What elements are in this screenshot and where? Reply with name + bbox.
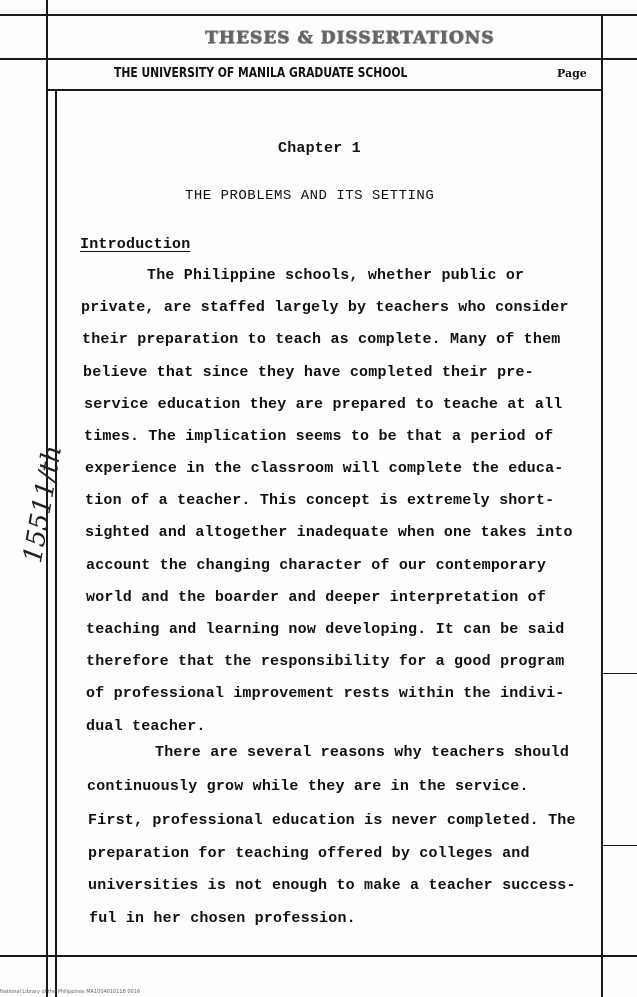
body-line: experience in the classroom will complete the educa- [85, 460, 564, 477]
bottom-rule [0, 955, 637, 957]
body-line: The Philippine schools, whether public or [147, 267, 525, 284]
left-inner-rule [55, 90, 57, 997]
body-line: account the changing character of our contemporary [86, 557, 547, 574]
body-line: universities is not enough to make a teacher success- [88, 877, 576, 894]
right-tick-2 [603, 845, 637, 846]
institution-name: THE UNIVERSITY OF MANILA GRADUATE SCHOOL [114, 66, 408, 81]
chapter-title: THE PROBLEMS AND ITS SETTING [185, 188, 435, 204]
header-rule-1 [0, 58, 637, 60]
right-rule [601, 15, 603, 997]
top-rule [0, 14, 637, 16]
body-line: private, are staffed largely by teachers who consider [81, 299, 569, 316]
body-line: First, professional education is never completed. The [88, 812, 576, 829]
section-heading: Introduction [80, 236, 191, 253]
body-line: world and the boarder and deeper interpretation of [86, 589, 547, 606]
body-line: times. The implication seems to be that a period of [84, 428, 554, 445]
body-line: therefore that the responsibility for a good program [86, 653, 565, 670]
scan-footer: National Library of the Philippines MA1004010118 0016 [0, 989, 141, 995]
body-line: of professional improvement rests within the indivi- [86, 685, 565, 702]
body-line: tion of a teacher. This concept is extremely short- [85, 492, 555, 509]
chapter-heading: Chapter 1 [278, 140, 361, 157]
page-label: Page [557, 67, 587, 80]
body-line: ful in her chosen profession. [89, 910, 356, 927]
series-banner: THESES & DISSERTATIONS [205, 28, 495, 48]
body-line: service education they are prepared to teache at all [84, 396, 563, 413]
body-line: teaching and learning now developing. It can be said [86, 621, 565, 638]
body-line: continuously grow while they are in the service. [87, 778, 529, 795]
body-line: sighted and altogether inadequate when one takes into [85, 524, 573, 541]
body-line: dual teacher. [86, 718, 206, 735]
body-line: There are several reasons why teachers should [155, 744, 570, 761]
header-rule-2 [47, 89, 603, 91]
body-line: believe that since they have completed their pre- [83, 364, 534, 381]
body-line: their preparation to teach as complete. Many of them [82, 331, 561, 348]
handwritten-margin-note: 15511/th [18, 443, 69, 566]
body-line: preparation for teaching offered by colleges and [88, 845, 530, 862]
right-tick-1 [603, 673, 637, 674]
